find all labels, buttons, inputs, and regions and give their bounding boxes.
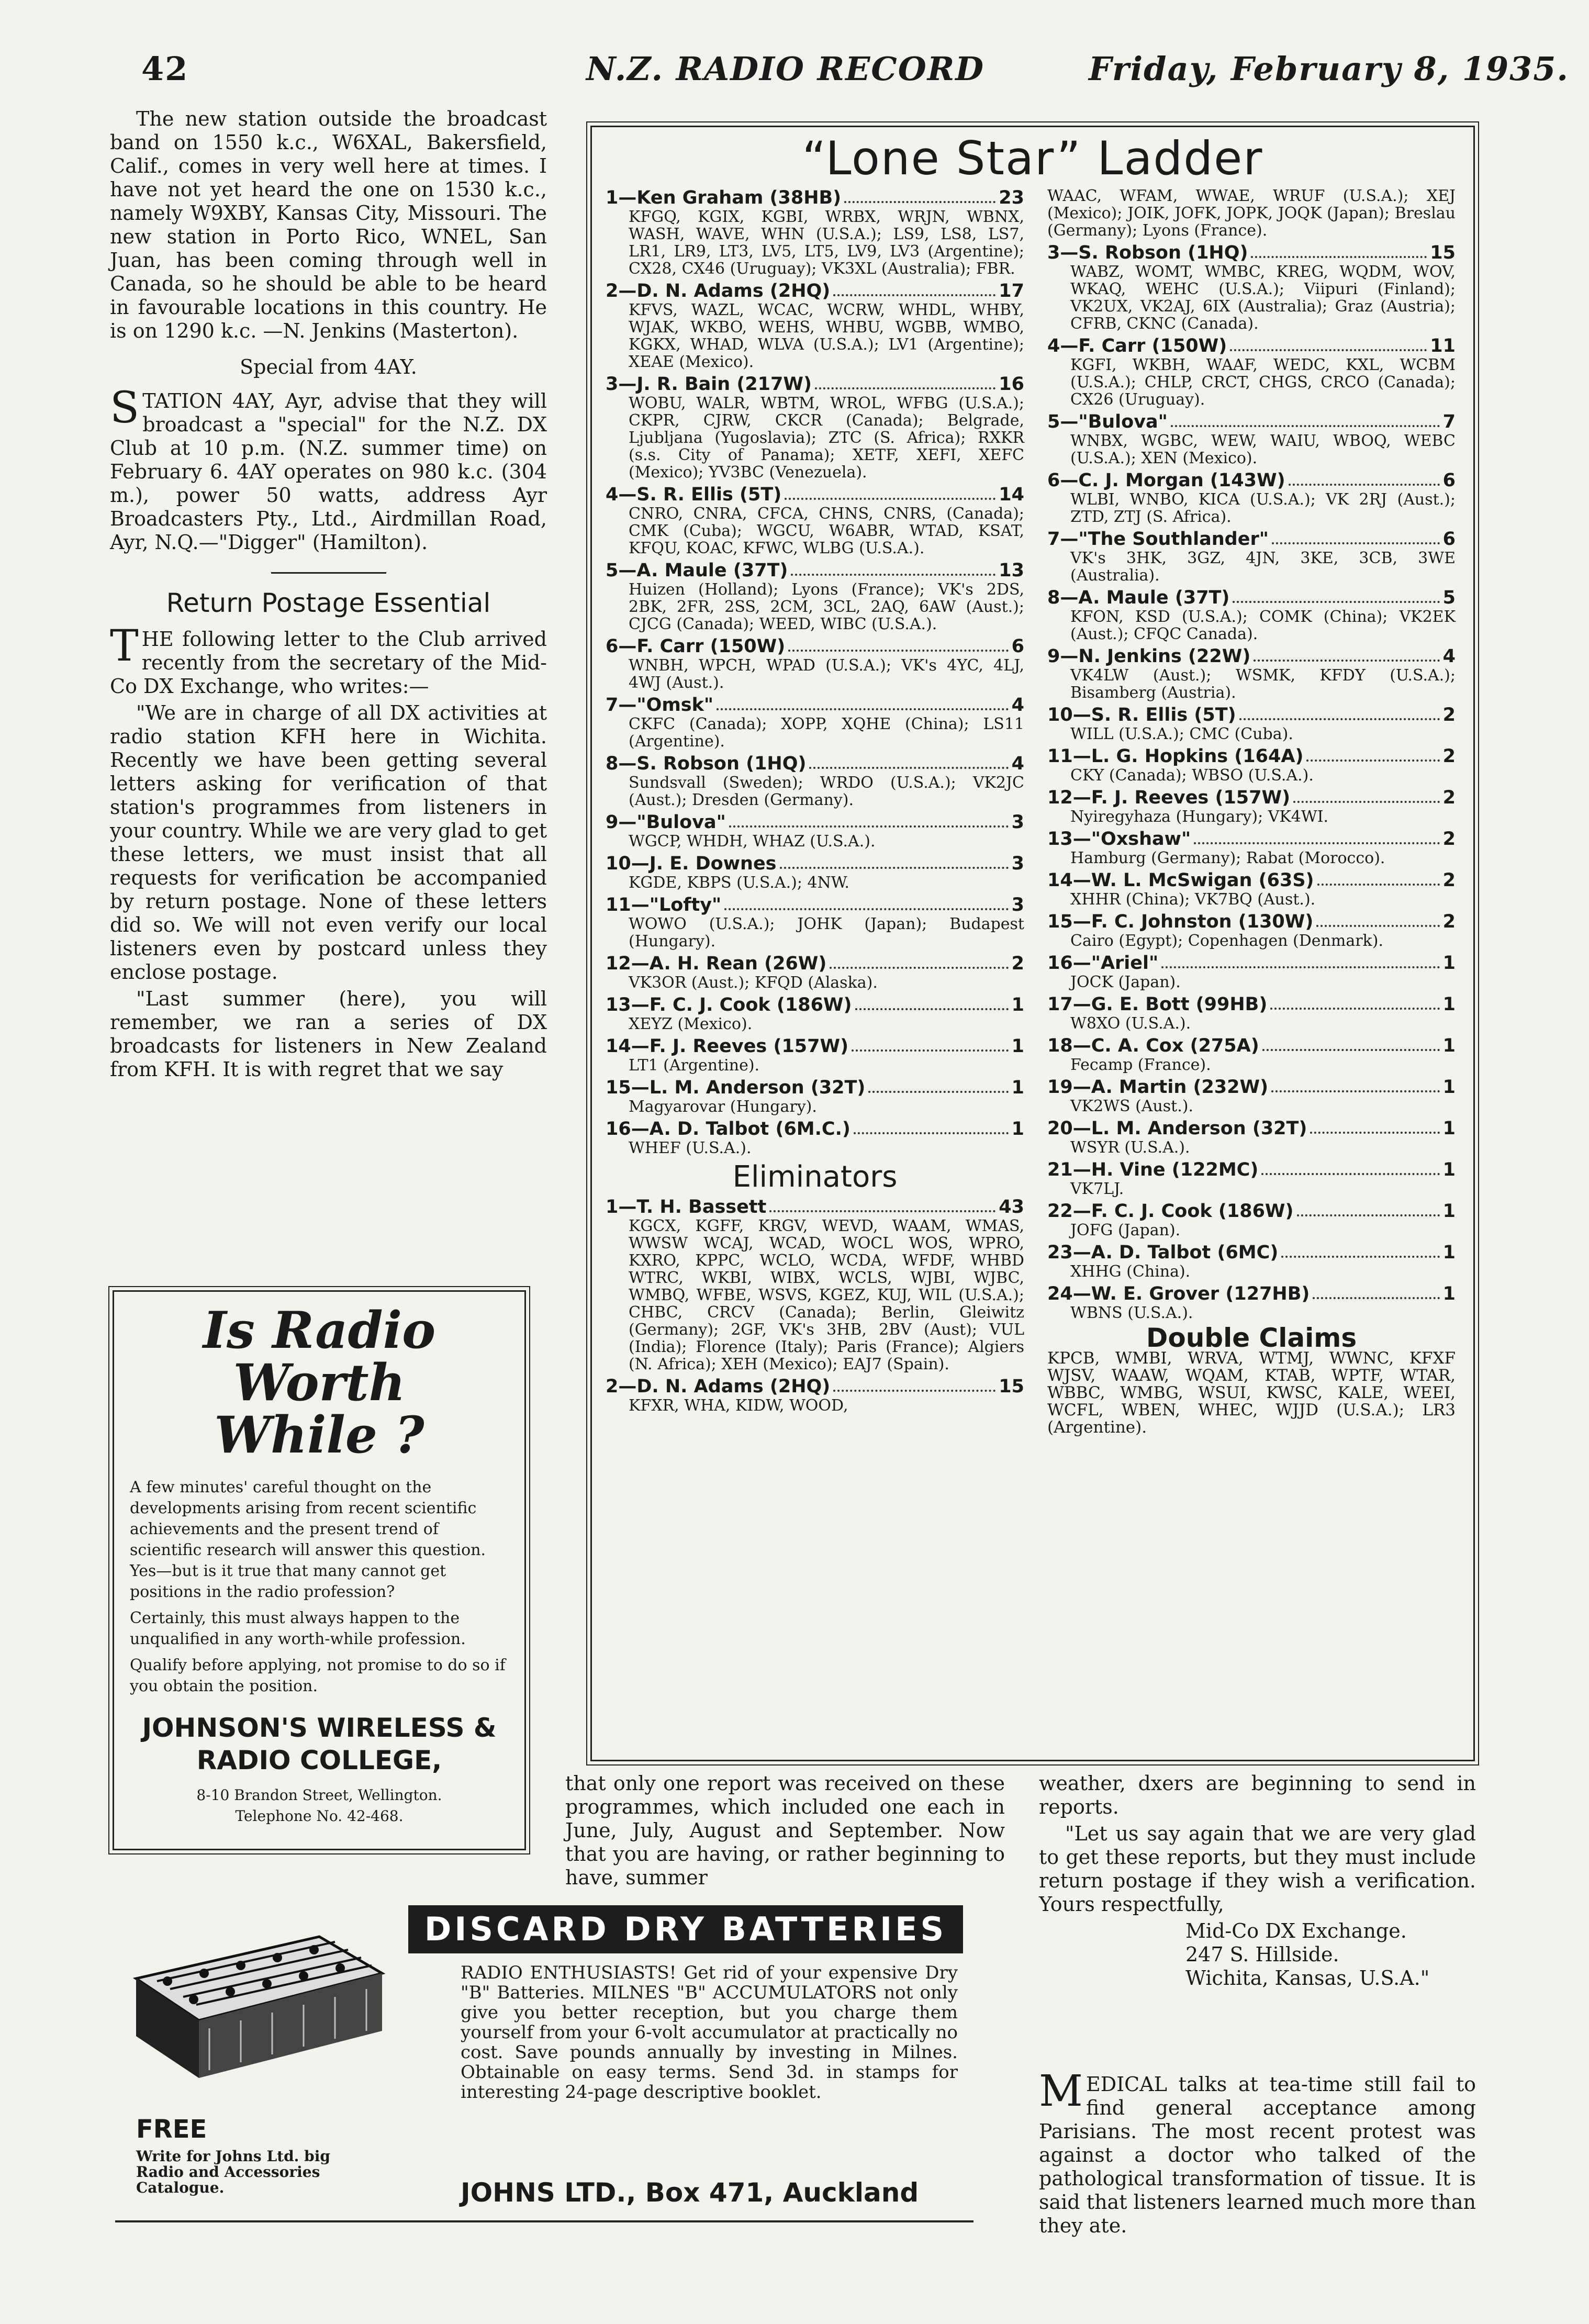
- entry-score: 1: [1442, 1159, 1456, 1180]
- ladder-entry: [606, 374, 1024, 481]
- entry-heading: [606, 1197, 1024, 1217]
- signature: [1039, 1919, 1476, 1990]
- ladder-entry: [606, 1119, 1024, 1157]
- ladder-entry: [606, 895, 1024, 950]
- ladder-entries: [1047, 242, 1456, 1322]
- ladder-entry: [1047, 829, 1456, 867]
- entry-stations: KFVS, WAZL, WCAC, WCRW, WHDL, WHBY, WJAK, WKBO, WEHS, WHBU, WGBB, WMBO, KGKX, WHAD, WLVA (U.S.A.); LV1 (Argentine); XEAE (Mexico).: [629, 301, 1024, 371]
- ladder-entry: [606, 953, 1024, 991]
- entry-score: 6: [1011, 636, 1024, 657]
- entry-heading: [1047, 870, 1456, 891]
- entry-heading: [606, 895, 1024, 915]
- entry-heading: [606, 1376, 1024, 1397]
- ad-banner: DISCARD DRY BATTERIES: [408, 1905, 963, 1953]
- ad-body: RADIO ENTHUSIASTS! Get rid of your expensive Dry "B" Batteries. MILNES "B" ACCUMULATORS not only give you better reception, but you charge them yourself from your 6-volt accumulator at practically no cost. Save pounds annually by investing in Milnes. Obtainable on easy terms. Send 3d. in stamps for interesting 24-page descriptive booklet.: [461, 1962, 958, 2103]
- entry-name: 22—F. C. J. Cook (186W): [1047, 1201, 1294, 1222]
- entry-name: 14—F. J. Reeves (157W): [606, 1036, 849, 1057]
- section-heading: Special from 4AY.: [240, 355, 417, 378]
- entry-name: 5—"Bulova": [1047, 411, 1168, 432]
- entry-stations: XHHR (China); VK7BQ (Aust.).: [1070, 890, 1316, 909]
- college-name: RADIO COLLEGE,: [196, 1745, 442, 1775]
- ladder-entry: [1047, 1283, 1456, 1322]
- leader-dots: [809, 753, 1008, 769]
- entry-heading: [1047, 242, 1456, 263]
- entry-score: 6: [1442, 529, 1456, 550]
- ladder-entry: [1047, 1035, 1456, 1074]
- entry-score: 3: [1011, 895, 1024, 915]
- left-column: [110, 107, 547, 1085]
- leader-dots: [1297, 1201, 1440, 1216]
- leader-dots: [791, 560, 995, 576]
- drop-cap: M: [1039, 2066, 1083, 2116]
- ladder-entry: [1047, 746, 1456, 784]
- entry-name: 21—H. Vine (122MC): [1047, 1159, 1259, 1180]
- leader-dots: [815, 374, 995, 389]
- leader-dots: [1254, 646, 1439, 662]
- entry-score: 1: [1442, 1242, 1456, 1263]
- entry-heading: [1047, 1283, 1456, 1304]
- entry-stations: CKFC (Canada); XOPP, XQHE (China); LS11 (Argentine).: [629, 715, 1024, 751]
- entry-heading: [1047, 787, 1456, 808]
- entry-heading: [606, 812, 1024, 833]
- leader-dots: [855, 995, 1009, 1010]
- entry-stations: Cairo (Egypt); Copenhagen (Denmark).: [1070, 932, 1383, 950]
- entry-score: 43: [999, 1197, 1024, 1217]
- leader-dots: [780, 853, 1009, 869]
- entry-name: 12—F. J. Reeves (157W): [1047, 787, 1291, 808]
- ladder-title: “Lone Star” Ladder: [802, 131, 1263, 185]
- entry-heading: [606, 560, 1024, 581]
- drop-cap: S: [110, 383, 140, 433]
- entry-heading: [1047, 1242, 1456, 1263]
- paragraph: THE following letter to the Club arrived recently from the secretary of the Mid-Co DX Exchange, who writes:—: [110, 621, 547, 698]
- leader-dots: [1272, 529, 1440, 544]
- entry-score: 1: [1442, 1077, 1456, 1098]
- ladder-entry: [1047, 1118, 1456, 1156]
- entry-heading: [1047, 829, 1456, 850]
- ladder-entry: [1047, 870, 1456, 908]
- paragraph: "Last summer (here), you will remember, we ran a series of DX broadcasts for listeners in New Zealand from KFH. It is with regret that we say: [110, 987, 547, 1081]
- entry-name: 3—S. Robson (1HQ): [1047, 242, 1248, 263]
- entry-name: 18—C. A. Cox (275A): [1047, 1035, 1259, 1056]
- entry-score: 7: [1442, 411, 1456, 432]
- leader-dots: [1171, 411, 1440, 427]
- leader-dots: [833, 281, 995, 296]
- entry-heading: [1047, 529, 1456, 550]
- ladder-entry: [606, 1197, 1024, 1373]
- entry-heading: [606, 281, 1024, 301]
- publication-title: N.Z. RADIO RECORD: [586, 50, 985, 88]
- leader-dots: [1316, 911, 1439, 927]
- entry-name: 8—S. Robson (1HQ): [606, 753, 807, 774]
- leader-dots: [729, 812, 1009, 828]
- ladder-column-left: [606, 187, 1024, 1417]
- entry-score: 2: [1442, 705, 1456, 725]
- entry-stations: WOWO (U.S.A.); JOHK (Japan); Budapest (Hungary).: [629, 915, 1024, 951]
- leader-dots: [1233, 587, 1439, 603]
- ladder-entry: [1047, 646, 1456, 701]
- entry-name: 15—F. C. Johnston (130W): [1047, 911, 1314, 932]
- ladder-entry: [1047, 1077, 1456, 1115]
- ad-title: Is Radio Worth: [203, 1301, 436, 1412]
- entry-score: 1: [1442, 994, 1456, 1015]
- ladder-entry: [1047, 1201, 1456, 1239]
- page-number: 42: [141, 50, 189, 88]
- continued-stations: WAAC, WFAM, WWAE, WRUF (U.S.A.); XEJ (Mexico); JOIK, JOFK, JOPK, JOQK (Japan); Breslau (Germany); Lyons (France).: [1047, 187, 1456, 240]
- ladder-entry: [606, 187, 1024, 277]
- entry-score: 2: [1442, 911, 1456, 932]
- entry-name: 9—"Bulova": [606, 812, 726, 833]
- entry-stations: WLBI, WNBO, KICA (U.S.A.); VK 2RJ (Aust.); ZTD, ZTJ (S. Africa).: [1070, 490, 1456, 526]
- entry-score: 3: [1011, 853, 1024, 874]
- entry-stations: WABZ, WOMT, WMBC, KREG, WQDM, WOV, WKAQ, WEHC (U.S.A.); Viipuri (Finland); VK2UX, VK2AJ, 6IX (Australia); Graz (Austria); CFRB, CKNC (Canada).: [1070, 263, 1456, 333]
- entry-name: 6—C. J. Morgan (143W): [1047, 470, 1285, 491]
- double-claims-title: Double Claims: [1146, 1323, 1357, 1353]
- entry-stations: VK's 3HK, 3GZ, 4JN, 3KE, 3CB, 3WE (Australia).: [1070, 549, 1456, 585]
- entry-stations: Fecamp (France).: [1070, 1056, 1211, 1074]
- ladder-entry: [606, 995, 1024, 1033]
- entry-heading: [1047, 1201, 1456, 1222]
- entry-stations: VK2WS (Aust.).: [1070, 1097, 1194, 1115]
- entry-name: 24—W. E. Grover (127HB): [1047, 1283, 1310, 1304]
- ad-body: [130, 1477, 509, 1697]
- entry-name: 23—A. D. Talbot (6MC): [1047, 1242, 1279, 1263]
- entry-stations: WGCP, WHDH, WHAZ (U.S.A.).: [629, 832, 876, 851]
- entry-name: 16—A. D. Talbot (6M.C.): [606, 1119, 851, 1139]
- college-address: 8-10 Brandon Street, Wellington.: [196, 1786, 442, 1804]
- leader-dots: [724, 895, 1008, 910]
- entry-score: 2: [1442, 746, 1456, 767]
- leader-dots: [785, 484, 995, 500]
- entry-heading: [1047, 336, 1456, 356]
- right-continuation: [1039, 1772, 1476, 1990]
- entry-name: 6—F. Carr (150W): [606, 636, 786, 657]
- entry-stations: W8XO (U.S.A.).: [1070, 1014, 1191, 1033]
- entry-stations: LT1 (Argentine).: [629, 1056, 760, 1075]
- entry-score: 15: [999, 1376, 1024, 1397]
- entry-stations: WOBU, WALR, WBTM, WROL, WFBG (U.S.A.); CKPR, CJRW, CKCR (Canada); Belgrade, Ljubljana (Yugoslavia); ZTC (S. Africa); RXKR (s.s. City of Panama); XETF, XEFI, XEFC (Mexico); YV3BC (Venezuela).: [629, 394, 1024, 482]
- ladder-column-right: [1047, 187, 1456, 1436]
- ladder-entry: [606, 281, 1024, 371]
- ad-radio-college: [113, 1290, 526, 1850]
- entry-heading: [1047, 953, 1456, 974]
- lone-star-ladder: [590, 126, 1475, 1761]
- section-heading: Return Postage Essential: [166, 588, 491, 618]
- entry-heading: [1047, 705, 1456, 725]
- entry-stations: Magyarovar (Hungary).: [629, 1098, 817, 1116]
- leader-dots: [844, 187, 995, 203]
- entry-score: 1: [1442, 1118, 1456, 1139]
- ad-batteries: [115, 1905, 973, 2225]
- entry-score: 4: [1011, 695, 1024, 716]
- entry-stations: KGFI, WKBH, WAAF, WEDC, KXL, WCBM (U.S.A.); CHLP, CRCT, CHGS, CRCO (Canada); CX26 (Uruguay).: [1070, 356, 1456, 409]
- entry-stations: CKY (Canada); WBSO (U.S.A.).: [1070, 766, 1314, 785]
- entry-stations: Huizen (Holland); Lyons (France); VK's 2DS, 2BK, 2FR, 2SS, 2CM, 3CL, 2AQ, 6AW (Aust.); CJCG (Canada); WEED, WIBC (U.S.A.).: [629, 580, 1024, 633]
- entry-score: 11: [1430, 336, 1456, 356]
- entry-name: 1—Ken Graham (38HB): [606, 187, 842, 208]
- middle-continuation: [565, 1772, 1005, 1893]
- entry-name: 5—A. Maule (37T): [606, 560, 788, 581]
- eliminators-title: Eliminators: [732, 1160, 898, 1194]
- leader-dots: [1317, 870, 1440, 886]
- entry-heading: [1047, 411, 1456, 432]
- entry-heading: [1047, 1077, 1456, 1098]
- entry-stations: KFON, KSD (U.S.A.); COMK (China); VK2EK (Aust.); CFQC Canada).: [1070, 608, 1456, 643]
- leader-dots: [717, 695, 1008, 710]
- ad-paragraph: A few minutes' careful thought on the developments arising from recent scientific achievements and the present trend of scientific research will answer this question. Yes—but is it true that many cannot get positions in the radio profession?: [130, 1478, 486, 1601]
- entry-heading: [606, 753, 1024, 774]
- leader-dots: [1306, 746, 1439, 762]
- entry-heading: [1047, 1159, 1456, 1180]
- entry-name: 7—"Omsk": [606, 695, 714, 716]
- leader-dots: [1194, 829, 1439, 844]
- ladder-entry: [1047, 787, 1456, 825]
- entry-score: 17: [999, 281, 1024, 301]
- entry-heading: [606, 853, 1024, 874]
- entry-heading: [606, 484, 1024, 505]
- leader-dots: [1289, 470, 1440, 486]
- double-claims-list: KPCB, WMBI, WRVA, WTMJ, WWNC, KFXF WJSV, WAAW, WQAM, KTAB, WPTF, WTAR, WBBC, WMBG, WSUI, KWSC, KALE, WEEI, WCFL, WBEN, WHEC, WJJD (U.S.A.); LR3 (Argentine).: [1047, 1349, 1456, 1437]
- ladder-entry: [606, 560, 1024, 633]
- entry-heading: [1047, 994, 1456, 1015]
- leader-dots: [852, 1036, 1009, 1052]
- entry-stations: Hamburg (Germany); Rabat (Morocco).: [1070, 849, 1385, 867]
- battery-illustration: [120, 1916, 393, 2088]
- entry-heading: [1047, 646, 1456, 667]
- free-label: FREE: [136, 2115, 207, 2144]
- entry-heading: [606, 374, 1024, 395]
- paragraph: "Let us say again that we are very glad to get these reports, but they must include return postage if they wish a verification. Yours respectfully,: [1039, 1822, 1476, 1916]
- entry-score: 1: [1442, 1035, 1456, 1056]
- leader-dots: [1293, 787, 1440, 803]
- entry-score: 2: [1442, 870, 1456, 891]
- ladder-entry: [1047, 336, 1456, 408]
- entry-score: 5: [1442, 587, 1456, 608]
- entry-stations: VK4LW (Aust.); WSMK, KFDY (U.S.A.); Bisamberg (Austria).: [1070, 666, 1456, 702]
- entry-score: 3: [1011, 812, 1024, 833]
- medical-item: [1039, 2066, 1476, 2241]
- entry-stations: JOCK (Japan).: [1070, 973, 1181, 991]
- divider: [271, 572, 386, 574]
- ladder-entry: [1047, 994, 1456, 1032]
- ladder-entry: [606, 1036, 1024, 1074]
- entry-score: 23: [999, 187, 1024, 208]
- paragraph: MEDICAL talks at tea-time still fail to find general acceptance among Parisians. The most recent protest was against a doctor who talked of the pathological transformation of tissue. It is said that listeners learned much more than they ate.: [1039, 2066, 1476, 2237]
- signature-line: Wichita, Kansas, U.S.A.": [1185, 1967, 1430, 1990]
- entry-name: 20—L. M. Anderson (32T): [1047, 1118, 1307, 1139]
- entry-score: 1: [1011, 1077, 1024, 1098]
- entry-score: 2: [1442, 829, 1456, 850]
- leader-dots: [788, 636, 1008, 652]
- entry-score: 16: [999, 374, 1024, 395]
- entry-heading: [606, 695, 1024, 716]
- leader-dots: [868, 1077, 1008, 1093]
- issue-date: Friday, February 8, 1935.: [1089, 50, 1569, 88]
- ladder-entry: [606, 695, 1024, 750]
- drop-cap: T: [110, 621, 139, 671]
- ad-paragraph: Qualify before applying, not promise to do so if you obtain the position.: [130, 1656, 506, 1695]
- ladder-entry: [1047, 705, 1456, 743]
- entry-heading: [1047, 587, 1456, 608]
- entry-name: 14—W. L. McSwigan (63S): [1047, 870, 1314, 891]
- paragraph: weather, dxers are beginning to send in reports.: [1039, 1772, 1476, 1818]
- leader-dots: [1281, 1242, 1439, 1258]
- ladder-entry: [1047, 911, 1456, 949]
- entry-stations: WILL (U.S.A.); CMC (Cuba).: [1070, 725, 1293, 743]
- entry-stations: XEYZ (Mexico).: [629, 1015, 753, 1033]
- entry-stations: WSYR (U.S.A.).: [1070, 1138, 1190, 1157]
- entry-score: 13: [999, 560, 1024, 581]
- entry-stations: WNBH, WPCH, WPAD (U.S.A.); VK's 4YC, 4LJ, 4WJ (Aust.).: [629, 656, 1024, 692]
- entry-name: 2—D. N. Adams (2HQ): [606, 1376, 831, 1397]
- entry-score: 6: [1442, 470, 1456, 491]
- entry-score: 1: [1011, 1119, 1024, 1139]
- signature-line: 247 S. Hillside.: [1185, 1943, 1339, 1966]
- entry-stations: VK3OR (Aust.); KFQD (Alaska).: [629, 974, 878, 992]
- entry-score: 14: [999, 484, 1024, 505]
- leader-dots: [769, 1197, 995, 1212]
- ladder-entry: [1047, 242, 1456, 332]
- ladder-entry: [606, 1077, 1024, 1115]
- entry-stations: XHHG (China).: [1070, 1262, 1191, 1281]
- leader-dots: [854, 1119, 1009, 1134]
- paragraph: The new station outside the broadcast band on 1550 k.c., W6XAL, Bakersfield, Calif., comes in very well here at times. I have not yet heard the one on 1530 k.c., namely W9XBY, Kansas City, Missouri. The new station in Porto Rico, WNEL, San Juan, has been coming through well in Canada, so he should be able to be heard in favourable locations in this country. He is on 1290 k.c. —N. Jenkins (Masterton).: [110, 107, 547, 342]
- entry-stations: WHEF (U.S.A.).: [629, 1139, 752, 1157]
- leader-dots: [1261, 1159, 1439, 1175]
- leader-dots: [1230, 336, 1427, 351]
- ladder-entry: [606, 753, 1024, 809]
- entry-name: 10—S. R. Ellis (5T): [1047, 705, 1236, 725]
- entry-score: 1: [1011, 995, 1024, 1015]
- ladder-entry: [1047, 411, 1456, 467]
- entry-heading: [606, 1036, 1024, 1057]
- entry-heading: [606, 995, 1024, 1015]
- leader-dots: [1313, 1283, 1439, 1299]
- entry-heading: [606, 187, 1024, 208]
- entry-name: 17—G. E. Bott (99HB): [1047, 994, 1268, 1015]
- college-telephone: Telephone No. 42-468.: [235, 1807, 404, 1825]
- entry-heading: [1047, 911, 1456, 932]
- entry-name: 3—J. R. Bain (217W): [606, 374, 812, 395]
- entry-heading: [606, 1077, 1024, 1098]
- entry-stations: VK7LJ.: [1070, 1180, 1124, 1198]
- entry-name: 16—"Ariel": [1047, 953, 1159, 974]
- entry-name: 7—"The Southlander": [1047, 529, 1269, 550]
- leader-dots: [1251, 242, 1427, 258]
- college-name: JOHNSON'S WIRELESS &: [142, 1713, 497, 1743]
- entry-name: 8—A. Maule (37T): [1047, 587, 1230, 608]
- leader-dots: [1239, 705, 1440, 720]
- paragraph: that only one report was received on these programmes, which included one each in June, July, August and September. Now that you are having, or rather beginning to have, summer: [565, 1772, 1005, 1889]
- entry-stations: KGCX, KGFF, KRGV, WEVD, WAAM, WMAS, WWSW WCAJ, WCAD, WOCL WOS, WPRO, KXRO, KPPC, WCLO, WCDA, WFDF, WHBD WTRC, WKBI, WIBX, WCLS, WJBI, WJBC, WMBQ, WFBE, WSVS, KGEZ, KUJ, WIL (U.S.A.); CHBC, CRCV (Canada); Berlin, Gleiwitz (Germany); 2GF, VK's 3HB, 2BV (Aust); VUL (India); Florence (Italy); Paris (France); Algiers (N. Africa); XEH (Mexico); EAJ7 (Spain).: [629, 1217, 1024, 1373]
- entry-name: 13—F. C. J. Cook (186W): [606, 995, 852, 1015]
- entry-name: 2—D. N. Adams (2HQ): [606, 281, 831, 301]
- entry-heading: [1047, 1035, 1456, 1056]
- leader-dots: [830, 953, 1008, 969]
- leader-dots: [1310, 1118, 1439, 1134]
- ladder-entry: [606, 636, 1024, 691]
- advertiser-address: JOHNS LTD., Box 471, Auckland: [461, 2177, 919, 2208]
- entry-name: 11—"Lofty": [606, 895, 722, 915]
- entry-name: 4—S. R. Ellis (5T): [606, 484, 782, 505]
- leader-dots: [1262, 1035, 1440, 1051]
- ladder-entry: [606, 853, 1024, 891]
- paragraph: "We are in charge of all DX activities at radio station KFH here in Wichita. Recently we have been getting several letters asking for verification of that station's programmes from listeners in your country. While we are very glad to get these letters, we must insist that all requests for verification be accompanied by return postage. None of these letters did so. We will not even verify our local listeners even by postcard unless they enclose postage.: [110, 701, 547, 984]
- entry-stations: KFXR, WHA, KIDW, WOOD,: [629, 1396, 848, 1415]
- signature-line: Mid-Co DX Exchange.: [1185, 1919, 1407, 1942]
- leader-dots: [833, 1376, 995, 1392]
- entry-name: 15—L. M. Anderson (32T): [606, 1077, 866, 1098]
- entry-score: 15: [1430, 242, 1456, 263]
- entry-name: 9—N. Jenkins (22W): [1047, 646, 1251, 667]
- ladder-entry: [1047, 470, 1456, 526]
- ad-title: While ?: [214, 1405, 424, 1465]
- entry-name: 12—A. H. Rean (26W): [606, 953, 827, 974]
- entry-stations: KFGQ, KGIX, KGBI, WRBX, WRJN, WBNX, WASH, WAVE, WHN (U.S.A.); LS9, LS8, LS7, LR1, LR9, LT3, LV5, LT5, LV9, LV3 (Argentine); CX28, CX46 (Uruguay); VK3XL (Australia); FBR.: [629, 208, 1024, 278]
- entry-name: 13—"Oxshaw": [1047, 829, 1191, 850]
- entry-name: 4—F. Carr (150W): [1047, 336, 1227, 356]
- ladder-entry: [1047, 587, 1456, 643]
- leader-dots: [1271, 1077, 1440, 1092]
- entry-score: 1: [1442, 953, 1456, 974]
- ladder-entry: [606, 812, 1024, 850]
- entry-score: 1: [1442, 1283, 1456, 1304]
- leader-dots: [1161, 953, 1439, 968]
- ladder-entry: [1047, 1242, 1456, 1280]
- entry-name: 11—L. G. Hopkins (164A): [1047, 746, 1304, 767]
- entry-stations: Sundsvall (Sweden); WRDO (U.S.A.); VK2JC (Aust.); Dresden (Germany).: [629, 774, 1024, 809]
- ladder-entry: [606, 484, 1024, 557]
- entry-stations: Nyiregyhaza (Hungary); VK4WI.: [1070, 808, 1329, 826]
- ladder-entry: [1047, 529, 1456, 584]
- entry-score: 1: [1442, 1201, 1456, 1222]
- paragraph: STATION 4AY, Ayr, advise that they will broadcast a "special" for the N.Z. DX Club at 10 p.m. (N.Z. summer time) on February 6. 4AY operates on 980 k.c. (304 m.), power 50 watts, address Ayr Broadcasters Pty., Ltd., Airdmillan Road, Ayr, N.Q.—"Digger" (Hamilton).: [110, 383, 547, 554]
- entry-heading: [1047, 746, 1456, 767]
- entry-heading: [1047, 470, 1456, 491]
- divider: [115, 2220, 973, 2222]
- entry-name: 19—A. Martin (232W): [1047, 1077, 1269, 1098]
- entry-heading: [606, 636, 1024, 657]
- entry-score: 4: [1011, 753, 1024, 774]
- entry-name: 1—T. H. Bassett: [606, 1197, 767, 1217]
- ladder-entry: [1047, 953, 1456, 991]
- entry-stations: CNRO, CNRA, CFCA, CHNS, CNRS, (Canada); CMK (Cuba); WGCU, W6ABR, WTAD, KSAT, KFQU, KOAC, KFWC, WLBG (U.S.A.).: [629, 505, 1024, 557]
- ladder-entry: [606, 1376, 1024, 1414]
- entry-heading: [606, 1119, 1024, 1139]
- ad-paragraph: Certainly, this must always happen to the unqualified in any worth-while profession.: [130, 1609, 466, 1648]
- entry-score: 1: [1011, 1036, 1024, 1057]
- ladder-entry: [1047, 1159, 1456, 1198]
- entry-stations: KGDE, KBPS (U.S.A.); 4NW.: [629, 874, 849, 892]
- entry-score: 4: [1442, 646, 1456, 667]
- entry-stations: WNBX, WGBC, WEW, WAIU, WBOQ, WEBC (U.S.A.); XEN (Mexico).: [1070, 432, 1456, 467]
- entry-score: 2: [1011, 953, 1024, 974]
- catalogue-offer: Write for Johns Ltd. big Radio and Accessories Catalogue.: [136, 2148, 330, 2196]
- entry-score: 2: [1442, 787, 1456, 808]
- entry-heading: [1047, 1118, 1456, 1139]
- entry-stations: JOFG (Japan).: [1070, 1221, 1181, 1239]
- entry-name: 10—J. E. Downes: [606, 853, 777, 874]
- entry-heading: [606, 953, 1024, 974]
- entry-stations: WBNS (U.S.A.).: [1070, 1304, 1193, 1322]
- leader-dots: [1270, 994, 1439, 1010]
